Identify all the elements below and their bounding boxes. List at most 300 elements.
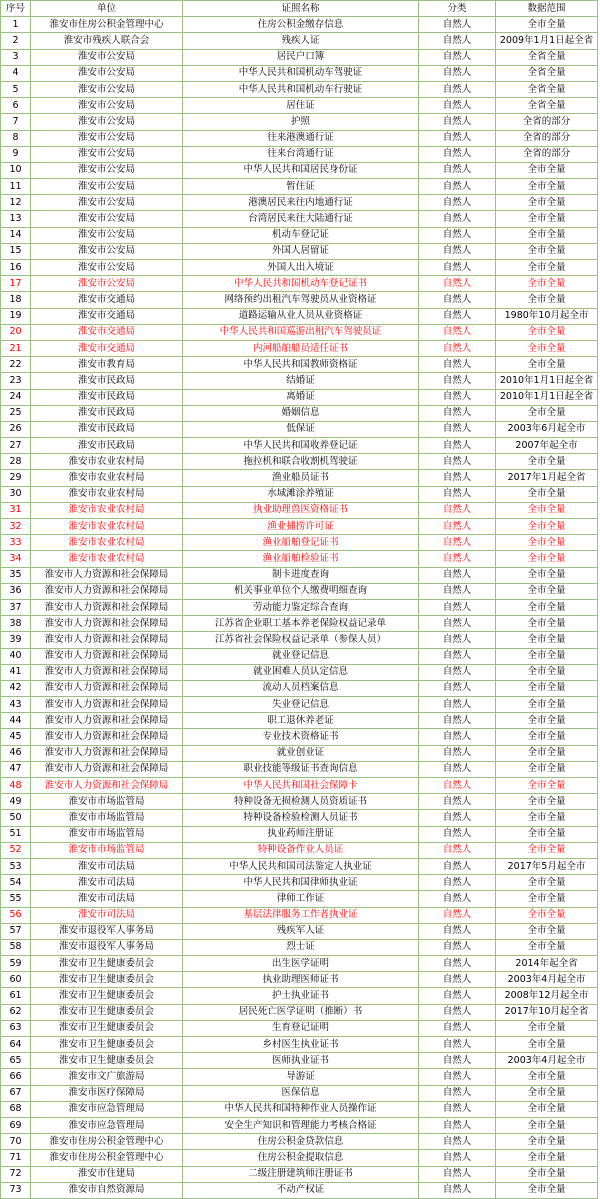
row-certificate-name: 中华人民共和国机动车驾驶证 (183, 65, 419, 81)
row-certificate-name: 基层法律服务工作者执业证 (183, 907, 419, 923)
table-row (1, 972, 598, 988)
row-certificate-name: 律师工作证 (183, 891, 419, 907)
row-category: 自然人 (419, 891, 496, 907)
row-unit: 淮安市司法局 (31, 875, 183, 891)
row-index: 41 (1, 664, 31, 680)
row-data-scope: 全市全量 (496, 697, 598, 713)
table-row (1, 583, 598, 599)
table-row (1, 308, 598, 324)
row-certificate-name: 内河船舶船员适任证书 (183, 340, 419, 356)
row-index: 31 (1, 502, 31, 518)
row-unit: 淮安市农业农村局 (31, 486, 183, 502)
row-unit: 淮安市公安局 (31, 162, 183, 178)
header-certificate-name: 证照名称 (183, 1, 419, 17)
row-data-scope: 全省的部分 (496, 114, 598, 130)
row-data-scope: 全市全量 (496, 1166, 598, 1182)
row-data-scope: 全市全量 (496, 1134, 598, 1150)
table-row (1, 1020, 598, 1036)
row-data-scope: 全市全量 (496, 1117, 598, 1133)
row-index: 55 (1, 891, 31, 907)
row-index: 27 (1, 438, 31, 454)
table-row (1, 632, 598, 648)
row-index: 14 (1, 227, 31, 243)
table-row (1, 17, 598, 33)
row-index: 9 (1, 146, 31, 162)
row-unit: 淮安市农业农村局 (31, 470, 183, 486)
row-data-scope: 2010年1月1日起全省 (496, 373, 598, 389)
row-index: 35 (1, 567, 31, 583)
row-certificate-name: 拖拉机和联合收割机驾驶证 (183, 454, 419, 470)
row-index: 63 (1, 1020, 31, 1036)
row-data-scope: 全市全量 (496, 551, 598, 567)
row-index: 17 (1, 276, 31, 292)
row-unit: 淮安市市场监管局 (31, 810, 183, 826)
table-row (1, 988, 598, 1004)
row-unit: 淮安市公安局 (31, 243, 183, 259)
row-unit: 淮安市人力资源和社会保障局 (31, 599, 183, 615)
row-data-scope: 全市全量 (496, 826, 598, 842)
row-unit: 淮安市住房公积金管理中心 (31, 1134, 183, 1150)
row-certificate-name: 中华人民共和国社会保障卡 (183, 778, 419, 794)
row-unit: 淮安市公安局 (31, 260, 183, 276)
row-category: 自然人 (419, 907, 496, 923)
row-data-scope: 2017年5月起全市 (496, 858, 598, 874)
table-row (1, 567, 598, 583)
row-certificate-name: 残疾军人证 (183, 923, 419, 939)
row-unit: 淮安市人力资源和社会保障局 (31, 680, 183, 696)
row-index: 53 (1, 858, 31, 874)
row-certificate-name: 往来港澳通行证 (183, 130, 419, 146)
row-certificate-name: 职工退休养老证 (183, 713, 419, 729)
row-unit: 淮安市市场监管局 (31, 842, 183, 858)
row-data-scope: 全市全量 (496, 502, 598, 518)
row-unit: 淮安市农业农村局 (31, 535, 183, 551)
row-category: 自然人 (419, 1085, 496, 1101)
row-certificate-name: 往来台湾通行证 (183, 146, 419, 162)
row-unit: 淮安市卫生健康委员会 (31, 1020, 183, 1036)
row-data-scope: 全市全量 (496, 939, 598, 955)
row-certificate-name: 道路运输从业人员从业资格证 (183, 308, 419, 324)
row-data-scope: 全市全量 (496, 810, 598, 826)
table-row (1, 130, 598, 146)
row-category: 自然人 (419, 308, 496, 324)
row-data-scope: 全市全量 (496, 17, 598, 33)
table-row (1, 1101, 598, 1117)
row-unit: 淮安市住建局 (31, 1166, 183, 1182)
row-index: 25 (1, 405, 31, 421)
row-unit: 淮安市卫生健康委员会 (31, 972, 183, 988)
row-category: 自然人 (419, 1166, 496, 1182)
row-certificate-name: 残疾人证 (183, 33, 419, 49)
row-certificate-name: 低保证 (183, 421, 419, 437)
table-row (1, 1150, 598, 1166)
table-row (1, 324, 598, 340)
row-unit: 淮安市人力资源和社会保障局 (31, 632, 183, 648)
row-unit: 淮安市公安局 (31, 146, 183, 162)
table-row (1, 98, 598, 114)
row-certificate-name: 港澳居民来往内地通行证 (183, 195, 419, 211)
row-category: 自然人 (419, 1101, 496, 1117)
table-row (1, 1117, 598, 1133)
row-certificate-name: 渔业船员证书 (183, 470, 419, 486)
table-row (1, 842, 598, 858)
row-data-scope: 全市全量 (496, 340, 598, 356)
row-category: 自然人 (419, 49, 496, 65)
row-index: 68 (1, 1101, 31, 1117)
table-row (1, 373, 598, 389)
row-certificate-name: 住房公积金贷款信息 (183, 1134, 419, 1150)
table-row (1, 438, 598, 454)
row-data-scope: 全市全量 (496, 292, 598, 308)
table-row (1, 81, 598, 97)
row-data-scope: 2003年6月起全市 (496, 421, 598, 437)
table-row (1, 389, 598, 405)
table-row (1, 502, 598, 518)
table-row (1, 551, 598, 567)
row-data-scope: 全省的部分 (496, 130, 598, 146)
row-unit: 淮安市市场监管局 (31, 794, 183, 810)
row-index: 45 (1, 729, 31, 745)
table-row (1, 923, 598, 939)
row-category: 自然人 (419, 260, 496, 276)
row-category: 自然人 (419, 421, 496, 437)
row-certificate-name: 台湾居民来往大陆通行证 (183, 211, 419, 227)
row-data-scope: 2017年10月起全省 (496, 1004, 598, 1020)
row-unit: 淮安市教育局 (31, 357, 183, 373)
row-category: 自然人 (419, 211, 496, 227)
row-unit: 淮安市卫生健康委员会 (31, 1037, 183, 1053)
row-certificate-name: 护士执业证书 (183, 988, 419, 1004)
table-row (1, 535, 598, 551)
row-unit: 淮安市民政局 (31, 438, 183, 454)
row-index: 44 (1, 713, 31, 729)
row-index: 62 (1, 1004, 31, 1020)
row-certificate-name: 暂住证 (183, 179, 419, 195)
row-unit: 淮安市公安局 (31, 81, 183, 97)
row-data-scope: 全市全量 (496, 923, 598, 939)
table-row (1, 33, 598, 49)
row-data-scope: 1980年10月起全市 (496, 308, 598, 324)
table-row (1, 648, 598, 664)
row-certificate-name: 江苏省企业职工基本养老保险权益记录单 (183, 616, 419, 632)
row-category: 自然人 (419, 956, 496, 972)
row-index: 51 (1, 826, 31, 842)
table-row (1, 162, 598, 178)
row-index: 3 (1, 49, 31, 65)
row-certificate-name: 劳动能力鉴定综合查询 (183, 599, 419, 615)
row-certificate-name: 乡村医生执业证书 (183, 1037, 419, 1053)
row-unit: 淮安市市场监管局 (31, 826, 183, 842)
row-category: 自然人 (419, 405, 496, 421)
row-category: 自然人 (419, 858, 496, 874)
row-index: 7 (1, 114, 31, 130)
row-index: 56 (1, 907, 31, 923)
table-row (1, 939, 598, 955)
table-row (1, 778, 598, 794)
table-row (1, 875, 598, 891)
row-category: 自然人 (419, 195, 496, 211)
table-row (1, 956, 598, 972)
table-row (1, 276, 598, 292)
row-unit: 淮安市卫生健康委员会 (31, 1004, 183, 1020)
row-unit: 淮安市交通局 (31, 340, 183, 356)
row-category: 自然人 (419, 794, 496, 810)
table-row (1, 49, 598, 65)
row-index: 22 (1, 357, 31, 373)
row-certificate-name: 离婚证 (183, 389, 419, 405)
row-index: 58 (1, 939, 31, 955)
row-category: 自然人 (419, 599, 496, 615)
row-certificate-name: 渔业捕捞许可证 (183, 519, 419, 535)
row-unit: 淮安市农业农村局 (31, 454, 183, 470)
row-certificate-name: 江苏省社会保险权益记录单（参保人员） (183, 632, 419, 648)
row-index: 57 (1, 923, 31, 939)
row-certificate-name: 生育登记证明 (183, 1020, 419, 1036)
row-category: 自然人 (419, 1053, 496, 1069)
row-data-scope: 全市全量 (496, 195, 598, 211)
row-unit: 淮安市住房公积金管理中心 (31, 17, 183, 33)
table-row (1, 454, 598, 470)
row-category: 自然人 (419, 292, 496, 308)
row-category: 自然人 (419, 486, 496, 502)
row-certificate-name: 专业技术资格证书 (183, 729, 419, 745)
row-category: 自然人 (419, 1182, 496, 1198)
row-data-scope: 全市全量 (496, 583, 598, 599)
row-unit: 淮安市退役军人事务局 (31, 923, 183, 939)
row-certificate-name: 中华人民共和国特种作业人员操作证 (183, 1101, 419, 1117)
row-certificate-name: 执业助理兽医资格证书 (183, 502, 419, 518)
row-certificate-name: 中华人民共和国律师执业证 (183, 875, 419, 891)
table-row (1, 1004, 598, 1020)
row-certificate-name: 就业创业证 (183, 745, 419, 761)
row-index: 59 (1, 956, 31, 972)
row-unit: 淮安市公安局 (31, 98, 183, 114)
row-index: 65 (1, 1053, 31, 1069)
table-row (1, 907, 598, 923)
row-certificate-name: 流动人员档案信息 (183, 680, 419, 696)
row-category: 自然人 (419, 373, 496, 389)
row-category: 自然人 (419, 972, 496, 988)
table-row (1, 713, 598, 729)
row-data-scope: 全市全量 (496, 648, 598, 664)
row-data-scope: 全市全量 (496, 211, 598, 227)
row-unit: 淮安市民政局 (31, 373, 183, 389)
row-data-scope: 2008年12月起全市 (496, 988, 598, 1004)
row-index: 21 (1, 340, 31, 356)
row-data-scope: 全市全量 (496, 1069, 598, 1085)
row-unit: 淮安市应急管理局 (31, 1117, 183, 1133)
row-category: 自然人 (419, 243, 496, 259)
row-index: 66 (1, 1069, 31, 1085)
row-certificate-name: 执业药师注册证 (183, 826, 419, 842)
row-data-scope: 全市全量 (496, 162, 598, 178)
table-row (1, 486, 598, 502)
row-certificate-name: 住房公积金提取信息 (183, 1150, 419, 1166)
row-index: 71 (1, 1150, 31, 1166)
row-unit: 淮安市人力资源和社会保障局 (31, 778, 183, 794)
row-index: 13 (1, 211, 31, 227)
row-data-scope: 全市全量 (496, 1101, 598, 1117)
row-index: 12 (1, 195, 31, 211)
table-row (1, 1069, 598, 1085)
row-data-scope: 2010年1月1日起全省 (496, 389, 598, 405)
row-index: 20 (1, 324, 31, 340)
row-unit: 淮安市交通局 (31, 308, 183, 324)
row-data-scope: 全市全量 (496, 778, 598, 794)
row-category: 自然人 (419, 162, 496, 178)
row-unit: 淮安市农业农村局 (31, 551, 183, 567)
row-unit: 淮安市人力资源和社会保障局 (31, 729, 183, 745)
row-category: 自然人 (419, 551, 496, 567)
table-row (1, 146, 598, 162)
row-category: 自然人 (419, 1150, 496, 1166)
table-row (1, 195, 598, 211)
table-row (1, 1166, 598, 1182)
row-certificate-name: 住房公积金缴存信息 (183, 17, 419, 33)
row-data-scope: 全市全量 (496, 664, 598, 680)
table-row (1, 761, 598, 777)
row-certificate-name: 医保信息 (183, 1085, 419, 1101)
table-row (1, 340, 598, 356)
row-index: 8 (1, 130, 31, 146)
row-category: 自然人 (419, 1134, 496, 1150)
row-data-scope: 全市全量 (496, 243, 598, 259)
row-index: 28 (1, 454, 31, 470)
row-index: 52 (1, 842, 31, 858)
row-unit: 淮安市公安局 (31, 65, 183, 81)
row-category: 自然人 (419, 357, 496, 373)
row-certificate-name: 失业登记信息 (183, 697, 419, 713)
row-index: 47 (1, 761, 31, 777)
row-data-scope: 全市全量 (496, 260, 598, 276)
row-data-scope: 全市全量 (496, 535, 598, 551)
row-data-scope: 全市全量 (496, 680, 598, 696)
row-index: 61 (1, 988, 31, 1004)
row-index: 34 (1, 551, 31, 567)
row-certificate-name: 外国人居留证 (183, 243, 419, 259)
row-unit: 淮安市司法局 (31, 891, 183, 907)
row-category: 自然人 (419, 179, 496, 195)
row-unit: 淮安市民政局 (31, 405, 183, 421)
table-row (1, 243, 598, 259)
row-category: 自然人 (419, 1069, 496, 1085)
row-certificate-name: 机动车登记证 (183, 227, 419, 243)
row-unit: 淮安市卫生健康委员会 (31, 1053, 183, 1069)
row-unit: 淮安市公安局 (31, 49, 183, 65)
row-category: 自然人 (419, 680, 496, 696)
row-unit: 淮安市文广旅游局 (31, 1069, 183, 1085)
row-data-scope: 全市全量 (496, 632, 598, 648)
row-certificate-name: 婚姻信息 (183, 405, 419, 421)
row-data-scope: 全市全量 (496, 713, 598, 729)
row-unit: 淮安市卫生健康委员会 (31, 956, 183, 972)
row-category: 自然人 (419, 33, 496, 49)
row-data-scope: 全市全量 (496, 1150, 598, 1166)
row-category: 自然人 (419, 1004, 496, 1020)
table-row (1, 745, 598, 761)
row-index: 15 (1, 243, 31, 259)
row-data-scope: 全市全量 (496, 405, 598, 421)
row-category: 自然人 (419, 567, 496, 583)
table-row (1, 810, 598, 826)
row-certificate-name: 制卡进度查询 (183, 567, 419, 583)
row-unit: 淮安市住房公积金管理中心 (31, 1150, 183, 1166)
row-certificate-name: 网络预约出租汽车驾驶员从业资格证 (183, 292, 419, 308)
row-category: 自然人 (419, 842, 496, 858)
row-index: 36 (1, 583, 31, 599)
row-category: 自然人 (419, 648, 496, 664)
row-unit: 淮安市公安局 (31, 195, 183, 211)
row-category: 自然人 (419, 227, 496, 243)
row-data-scope: 2003年4月起全市 (496, 1053, 598, 1069)
table-row (1, 65, 598, 81)
row-category: 自然人 (419, 17, 496, 33)
row-index: 39 (1, 632, 31, 648)
row-unit: 淮安市交通局 (31, 324, 183, 340)
row-index: 5 (1, 81, 31, 97)
row-index: 70 (1, 1134, 31, 1150)
row-index: 10 (1, 162, 31, 178)
table-row (1, 794, 598, 810)
row-index: 26 (1, 421, 31, 437)
row-index: 73 (1, 1182, 31, 1198)
row-unit: 淮安市司法局 (31, 907, 183, 923)
row-category: 自然人 (419, 1020, 496, 1036)
row-unit: 淮安市人力资源和社会保障局 (31, 616, 183, 632)
row-index: 19 (1, 308, 31, 324)
row-data-scope: 全市全量 (496, 1085, 598, 1101)
row-certificate-name: 外国人出入境证 (183, 260, 419, 276)
row-category: 自然人 (419, 114, 496, 130)
row-data-scope: 全省全量 (496, 98, 598, 114)
row-unit: 淮安市人力资源和社会保障局 (31, 648, 183, 664)
row-unit: 淮安市农业农村局 (31, 519, 183, 535)
row-category: 自然人 (419, 502, 496, 518)
row-certificate-name: 中华人民共和国收养登记证 (183, 438, 419, 454)
table-row (1, 1037, 598, 1053)
row-index: 43 (1, 697, 31, 713)
row-certificate-name: 居住证 (183, 98, 419, 114)
row-category: 自然人 (419, 130, 496, 146)
row-category: 自然人 (419, 875, 496, 891)
row-certificate-name: 机关事业单位个人缴费明细查询 (183, 583, 419, 599)
row-data-scope: 全市全量 (496, 616, 598, 632)
row-unit: 淮安市人力资源和社会保障局 (31, 697, 183, 713)
row-certificate-name: 护照 (183, 114, 419, 130)
row-category: 自然人 (419, 810, 496, 826)
row-category: 自然人 (419, 535, 496, 551)
table-row (1, 179, 598, 195)
row-data-scope: 全市全量 (496, 276, 598, 292)
table-row (1, 357, 598, 373)
row-data-scope: 全市全量 (496, 454, 598, 470)
table-body (1, 17, 598, 1199)
row-unit: 淮安市应急管理局 (31, 1101, 183, 1117)
row-category: 自然人 (419, 65, 496, 81)
row-unit: 淮安市农业农村局 (31, 502, 183, 518)
row-unit: 淮安市司法局 (31, 858, 183, 874)
row-index: 24 (1, 389, 31, 405)
row-data-scope: 全市全量 (496, 567, 598, 583)
row-unit: 淮安市退役军人事务局 (31, 939, 183, 955)
row-data-scope: 全市全量 (496, 599, 598, 615)
row-index: 48 (1, 778, 31, 794)
row-index: 16 (1, 260, 31, 276)
row-category: 自然人 (419, 632, 496, 648)
table-row (1, 519, 598, 535)
table-row (1, 697, 598, 713)
row-certificate-name: 结婚证 (183, 373, 419, 389)
